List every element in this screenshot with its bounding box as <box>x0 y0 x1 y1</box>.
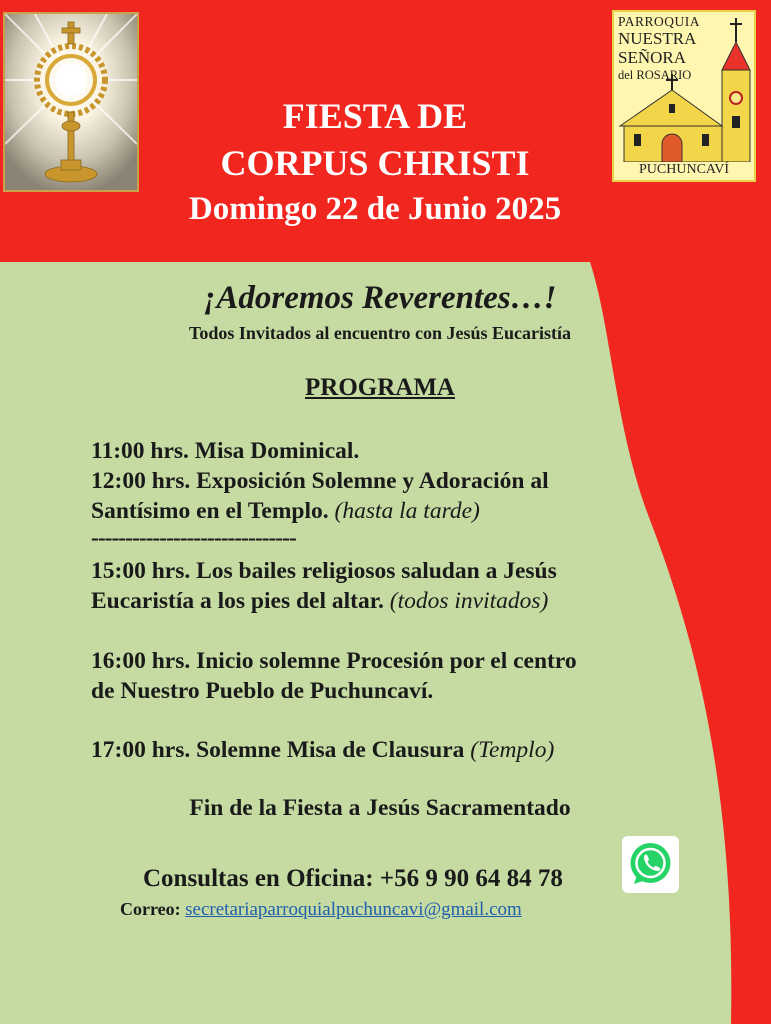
program-item-3-line2 <box>91 586 691 616</box>
program-heading: PROGRAMA <box>305 374 455 401</box>
program-item-3-line1: 15:00 hrs. Los bailes religiosos saludan a Jesús <box>91 558 557 584</box>
program-item-5 <box>91 735 691 765</box>
parish-logo <box>612 10 756 182</box>
program-item-2-line1: 12:00 hrs. Exposición Solemne y Adoración al <box>91 468 549 494</box>
title-line1: FIESTA DE <box>282 96 468 136</box>
program-item-3-note: (todos invitados) <box>389 588 549 614</box>
program-item-2-text: Santísimo en el Templo. <box>91 498 329 524</box>
logo-text-puchuncavi: PUCHUNCAVÍ <box>614 162 754 178</box>
program-divider: ------------------------------ <box>91 525 296 551</box>
email-link[interactable]: secretariaparroquialpuchuncavi@gmail.com <box>185 899 522 920</box>
program-item-2-note: (hasta la tarde) <box>334 498 480 524</box>
program-item-4-line1: 16:00 hrs. Inicio solemne Procesión por el centro <box>91 648 577 674</box>
phone-line: Consultas en Oficina: +56 9 90 64 84 78 <box>143 865 563 892</box>
program-item-4-line2: de Nuestro Pueblo de Puchuncaví. <box>91 678 434 704</box>
subtitle: Todos Invitados al encuentro con Jesús Eucaristía <box>188 323 572 343</box>
program-item-1: 11:00 hrs. Misa Dominical. <box>91 438 360 464</box>
title-date: Domingo 22 de Junio 2025 <box>188 191 562 227</box>
closing-line: Fin de la Fiesta a Jesús Sacramentado <box>189 795 571 821</box>
title-line2: CORPUS CHRISTI <box>220 143 530 183</box>
logo-text-parroquia: PARROQUIA <box>618 14 701 29</box>
program-item-5-note: (Templo) <box>470 737 555 763</box>
email-label: Correo: <box>120 899 181 919</box>
logo-text-senora: SEÑORA <box>618 48 687 67</box>
logo-text-nuestra: NUESTRA <box>618 29 697 48</box>
headline: ¡Adoremos Reverentes…! <box>203 280 557 316</box>
program-item-5-text: 17:00 hrs. Solemne Misa de Clausura <box>91 737 465 763</box>
whatsapp-icon[interactable] <box>622 836 679 893</box>
monstrance-icon <box>5 14 137 190</box>
logo-text-rosario: del ROSARIO <box>618 68 692 82</box>
program-item-3-text: Eucaristía a los pies del altar. <box>91 588 384 614</box>
email-line <box>120 897 680 922</box>
program-item-2-line2 <box>91 496 691 526</box>
monstrance-image <box>3 12 139 192</box>
